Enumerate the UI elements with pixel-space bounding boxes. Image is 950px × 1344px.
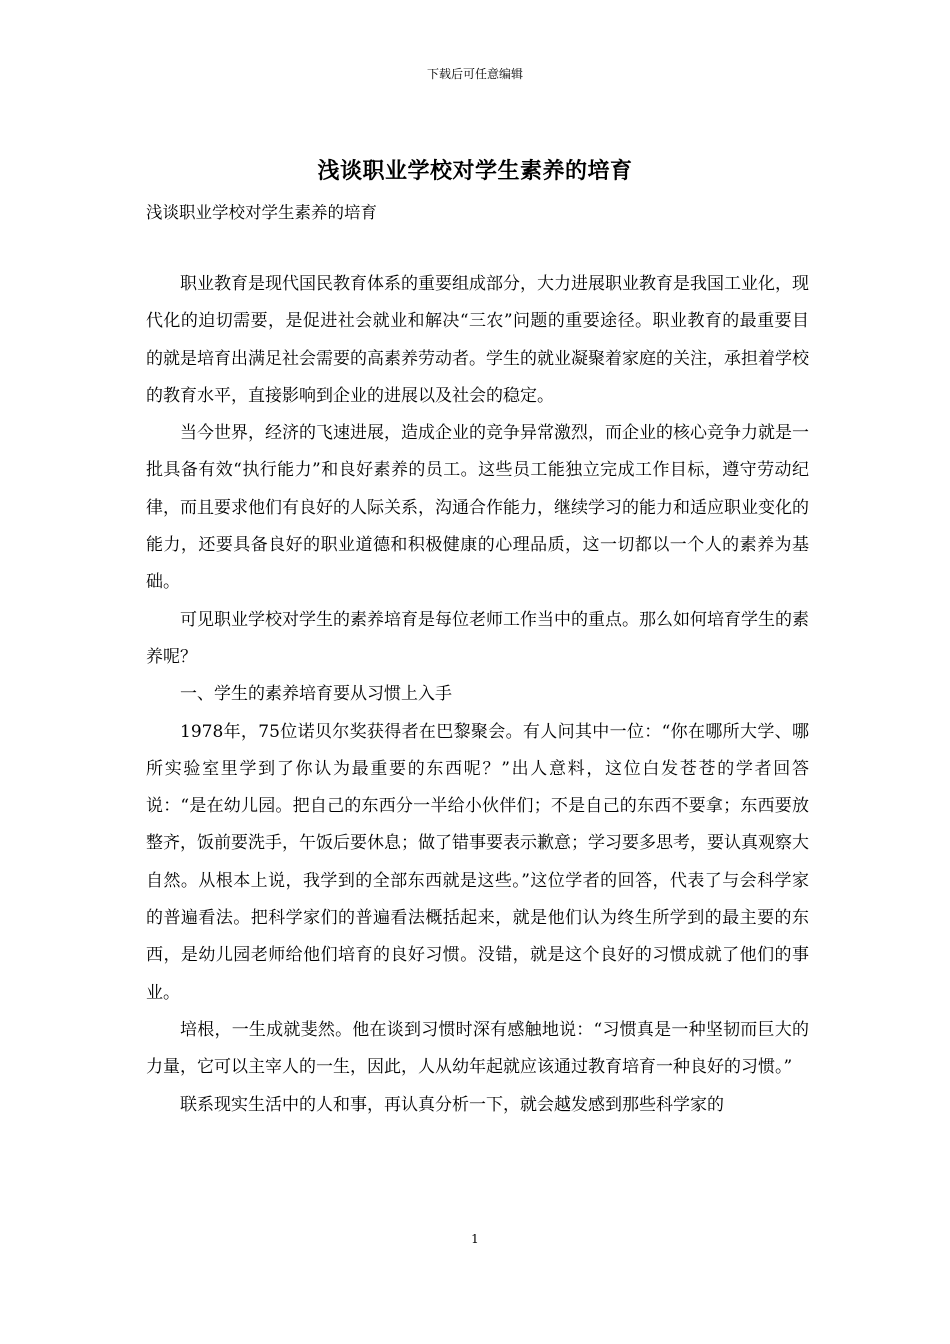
document-title: 浅谈职业学校对学生素养的培育 [317, 158, 633, 184]
paragraph: 职业教育是现代国民教育体系的重要组成部分，大力进展职业教育是我国工业化，现代化的迫切需要，是促进社会就业和解决“三农”问题的重要途径。职业教育的最重要目的就是培育出满足社会需要的高素养劳动者。学生的就业凝聚着家庭的关注，承担着学校的教育水平，直接影响到企业的进展以及社会的稳定。 [146, 274, 809, 406]
paragraph: 培根，一生成就斐然。他在谈到习惯时深有感触地说：“习惯真是一种坚韧而巨大的力量，它可以主宰人的一生，因此，人从幼年起就应该通过教育培育一种良好的习惯。” [146, 1019, 809, 1078]
section-heading: 一、学生的素养培育要从习惯上入手 [180, 684, 452, 705]
paragraph: 联系现实生活中的人和事，再认真分析一下，就会越发感到那些科学家的 [180, 1094, 724, 1115]
paragraph: 可见职业学校对学生的素养培育是每位老师工作当中的重点。那么如何培育学生的素养呢？ [146, 609, 809, 667]
paragraph: 当今世界，经济的飞速进展，造成企业的竞争异常激烈，而企业的核心竞争力就是一批具备有效“执行能力”和良好素养的员工。这些员工能独立完成工作目标，遵守劳动纪律，而且要求他们有良好的人际关系，沟通合作能力，继续学习的能力和适应职业变化的能力，还要具备良好的职业道德和积极健康的心理品质，这一切都以一个人的素养为基础。 [146, 423, 809, 593]
page-header: 下载后可任意编辑 [426, 67, 523, 81]
paragraph: 1978年，75位诺贝尔奖获得者在巴黎聚会。有人问其中一位：“你在哪所大学、哪所实验室里学到了你认为最重要的东西呢？”出人意料，这位白发苍苍的学者回答说：“是在幼儿园。把自己的东西分一半给小伙伴们；不是自己的东西不要拿；东西要放整齐，饭前要洗手，午饭后要休息；做了错事要表示歉意；学习要多思考，要认真观察大自然。从根本上说，我学到的全部东西就是这些。”这位学者的回答，代表了与会科学家的普遍看法。把科学家们的普遍看法概括起来，就是他们认为终生所学到的最主要的东西，是幼儿园老师给他们培育的良好习惯。没错，就是这个良好的习惯成就了他们的事业。 [146, 721, 809, 1003]
document-body [146, 266, 809, 1124]
document-subtitle: 浅谈职业学校对学生素养的培育 [146, 203, 377, 222]
page-number: 1 [471, 1232, 479, 1246]
